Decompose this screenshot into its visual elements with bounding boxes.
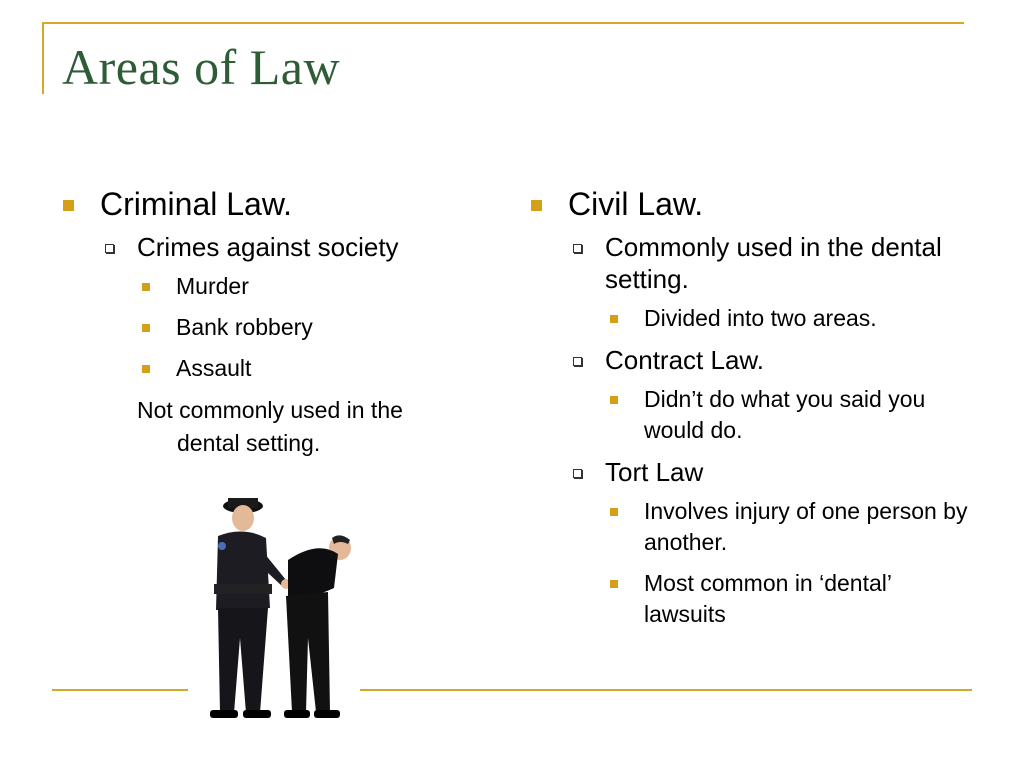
tort-law-injury-item: Involves injury of one person by another. [530,496,970,558]
right-column [530,185,970,640]
top-border-line [42,22,964,24]
left-border-line [42,22,44,94]
assault-item: Assault [62,353,482,384]
slide-title: Areas of Law [62,39,341,95]
civil-law-heading: Civil Law. [530,185,970,223]
police-arrest-illustration [188,488,360,744]
tort-law-item: Tort Law [530,456,970,488]
crimes-against-society-item: Crimes against society [62,231,482,263]
commonly-used-item [530,231,970,295]
murder-item: Murder [62,271,482,302]
commonly-used-text: Commonly used in the dental setting. [605,232,942,294]
contract-law-item: Contract Law. [530,344,970,376]
criminal-note-line2: dental setting. [177,430,321,456]
criminal-note-line1: Not commonly used in the [137,397,403,423]
police-arrest-image [188,488,360,744]
tort-law-common-item: Most common in ‘dental’ lawsuits [530,568,970,630]
left-column [62,185,482,460]
contract-law-detail-item: Didn’t do what you said you would do. [530,384,970,446]
divided-into-two-areas-item: Divided into two areas. [530,303,970,334]
criminal-note [62,394,482,460]
criminal-law-heading: Criminal Law. [62,185,482,223]
bank-robbery-item: Bank robbery [62,312,482,343]
